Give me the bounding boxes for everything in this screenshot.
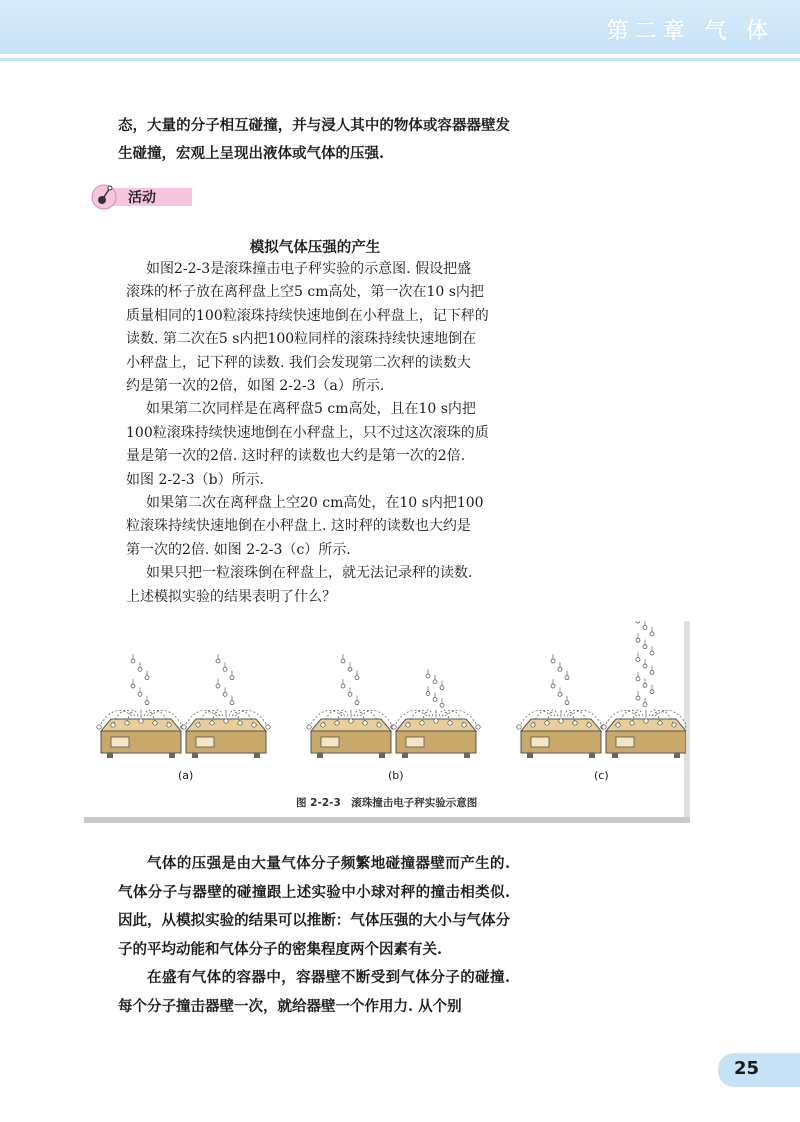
bounced-ball [125,721,129,725]
bounced-ball [434,719,438,723]
sim-line: 上述模拟实验的结果表明了什么？ [126,588,336,605]
falling-ball [643,645,647,649]
sim-line: 如图 2-2-3（b）所示. [126,471,265,488]
bounced-ball [630,721,634,725]
falling-ball [643,703,647,707]
scale-foot [402,753,408,758]
bounced-ball [266,725,270,729]
bounced-ball [545,721,549,725]
falling-ball [223,692,227,696]
activity-badge [88,180,188,210]
falling-ball [650,632,654,636]
chapter-title: 第二章 气 体 [606,19,774,44]
falling-ball [565,676,569,680]
bounced-ball [420,721,424,725]
sim-line: 读数. 第二次在5 s内把100粒同样的滚珠持续快速地倒在 [126,331,477,348]
falling-ball [643,683,647,687]
bounced-ball [196,723,200,727]
falling-ball [650,670,654,674]
bounced-ball [307,725,311,729]
falling-ball [636,696,640,700]
falling-ball [145,701,149,705]
scale-display [321,737,339,747]
activity-label: 活动 [128,190,156,206]
falling-ball [348,692,352,696]
scale-foot [589,753,595,758]
bounced-ball [139,719,143,723]
bounced-ball [321,723,325,727]
falling-ball [341,659,345,663]
falling-ball [643,625,647,629]
falling-ball [216,659,220,663]
figure-caption: 图 2-2-3 滚珠撞击电子秤实验示意图 [296,797,478,809]
bounced-ball [658,721,662,725]
bounced-ball [616,723,620,727]
scale-display [196,737,214,747]
bounced-ball [377,723,381,727]
scale-display [616,737,634,747]
bounced-ball [238,721,242,725]
falling-ball [355,701,359,705]
falling-ball [348,667,352,671]
falling-ball [138,667,142,671]
falling-ball [433,697,437,701]
falling-ball [131,659,135,663]
sim-line: 如图2-2-3是滚珠撞击电子秤实验的示意图. 假设把盛 [146,261,472,277]
body-paragraph-2: 在盛有气体的容器中，容器壁不断受到气体分子的碰撞. 每个分子撞击器壁一次，就给器壁一个作用力. 从个别 [118,969,510,1015]
bounced-ball [462,723,466,727]
scale-foot [612,753,618,758]
figure-label-b: (b) [388,769,404,782]
falling-ball [551,659,555,663]
bounced-ball [153,721,157,725]
activity-icon [88,180,120,212]
falling-ball [216,684,220,688]
falling-ball [426,692,430,696]
bounced-ball [672,723,676,727]
falling-ball [145,676,149,680]
falling-ball [636,677,640,681]
falling-ball [341,684,345,688]
figure-label-a: (a) [178,769,194,782]
falling-ball [558,692,562,696]
bounced-ball [559,719,563,723]
bounced-ball [224,719,228,723]
scale-foot [464,753,470,758]
page-number: 25 [734,1058,760,1079]
sim-line: 如果第二次在离秤盘上空20 cm高处，在10 s内把100 [146,495,484,512]
scale-foot [674,753,680,758]
bounced-ball [573,721,577,725]
figure-label-c: (c) [594,769,609,782]
bounced-ball [587,723,591,727]
falling-ball [636,658,640,662]
scale-display [111,737,129,747]
simulation-text [126,258,516,609]
sim-line: 粒滚珠持续快速地倒在小秤盘上. 这时秤的读数也大约是 [126,518,471,535]
intro-paragraph: 态，大量的分子相互碰撞，并与浸人其中的物体或容器器壁发生碰撞，宏观上呈现出液体或气体的压强. [118,117,510,162]
header-divider [0,58,800,61]
bounced-ball [252,723,256,727]
bounced-ball [392,725,396,729]
sim-line: 100粒滚珠持续快速地倒在小秤盘上，只不过这次滚珠的质 [126,424,489,441]
simulation-title: 模拟气体压强的产生 [249,240,381,256]
bounced-ball [349,719,353,723]
bounced-ball [210,721,214,725]
bounced-ball [476,725,480,729]
bounced-ball [531,723,535,727]
bounced-ball [182,725,186,729]
falling-ball [433,680,437,684]
falling-ball [551,684,555,688]
scale-display [531,737,549,747]
scale-foot [527,753,533,758]
bounced-ball [602,725,606,729]
sim-line: 如果只把一粒滚珠倒在秤盘上，就无法记录秤的读数. [146,565,473,582]
sim-line: 滚珠的杯子放在离秤盘上空5 cm高处，第一次在10 s内把 [126,284,484,301]
falling-ball [650,690,654,694]
bounced-ball [517,725,521,729]
bounced-ball [97,725,101,729]
sim-line: 量是第一次的2倍. 这时秤的读数也大约是第一次的2倍. [126,448,466,465]
sim-line: 如果第二次同样是在离秤盘5 cm高处，且在10 s内把 [146,401,476,418]
falling-ball [440,703,444,707]
falling-ball [558,667,562,671]
bounced-ball [111,723,115,727]
falling-ball [223,667,227,671]
body-paragraph-1: 气体的压强是由大量气体分子频繁地碰撞器壁而产生的. 气体分子与器壁的碰撞跟上述实验中小球对秤的撞击相类似. 因此，从模拟实验的结果可以推断：气体压强的大小与气体分子的平均动能和气体分子的密集程度两个因素有关. [118,855,510,958]
falling-ball [230,676,234,680]
sim-line: 约是第一次的2倍，如图 2-2-3（a）所示. [126,378,385,395]
falling-ball [636,621,640,623]
figure-illustration [86,621,686,821]
falling-ball [440,686,444,690]
falling-ball [355,676,359,680]
falling-ball [426,674,430,678]
falling-ball [131,684,135,688]
scale-display [406,737,424,747]
bounced-ball [335,721,339,725]
sim-line: 第一次的2倍. 如图 2-2-3（c）所示. [126,541,351,558]
bounced-ball [644,719,648,723]
falling-ball [138,692,142,696]
falling-ball [643,664,647,668]
bounced-ball [167,723,171,727]
bounced-ball [448,721,452,725]
bounced-ball [406,723,410,727]
scale-foot [107,753,113,758]
falling-ball [650,651,654,655]
sim-line: 质量相同的100粒滚珠持续快速地倒在小秤盘上，记下秤的 [126,307,489,324]
scale-foot [169,753,175,758]
scale-foot [192,753,198,758]
scale-foot [379,753,385,758]
falling-ball [565,701,569,705]
sim-line: 小秤盘上，记下秤的读数. 我们会发现第二次秤的读数大 [126,354,471,371]
scale-foot [254,753,260,758]
falling-ball [230,701,234,705]
falling-ball [636,638,640,642]
scale-foot [317,753,323,758]
bounced-ball [363,721,367,725]
